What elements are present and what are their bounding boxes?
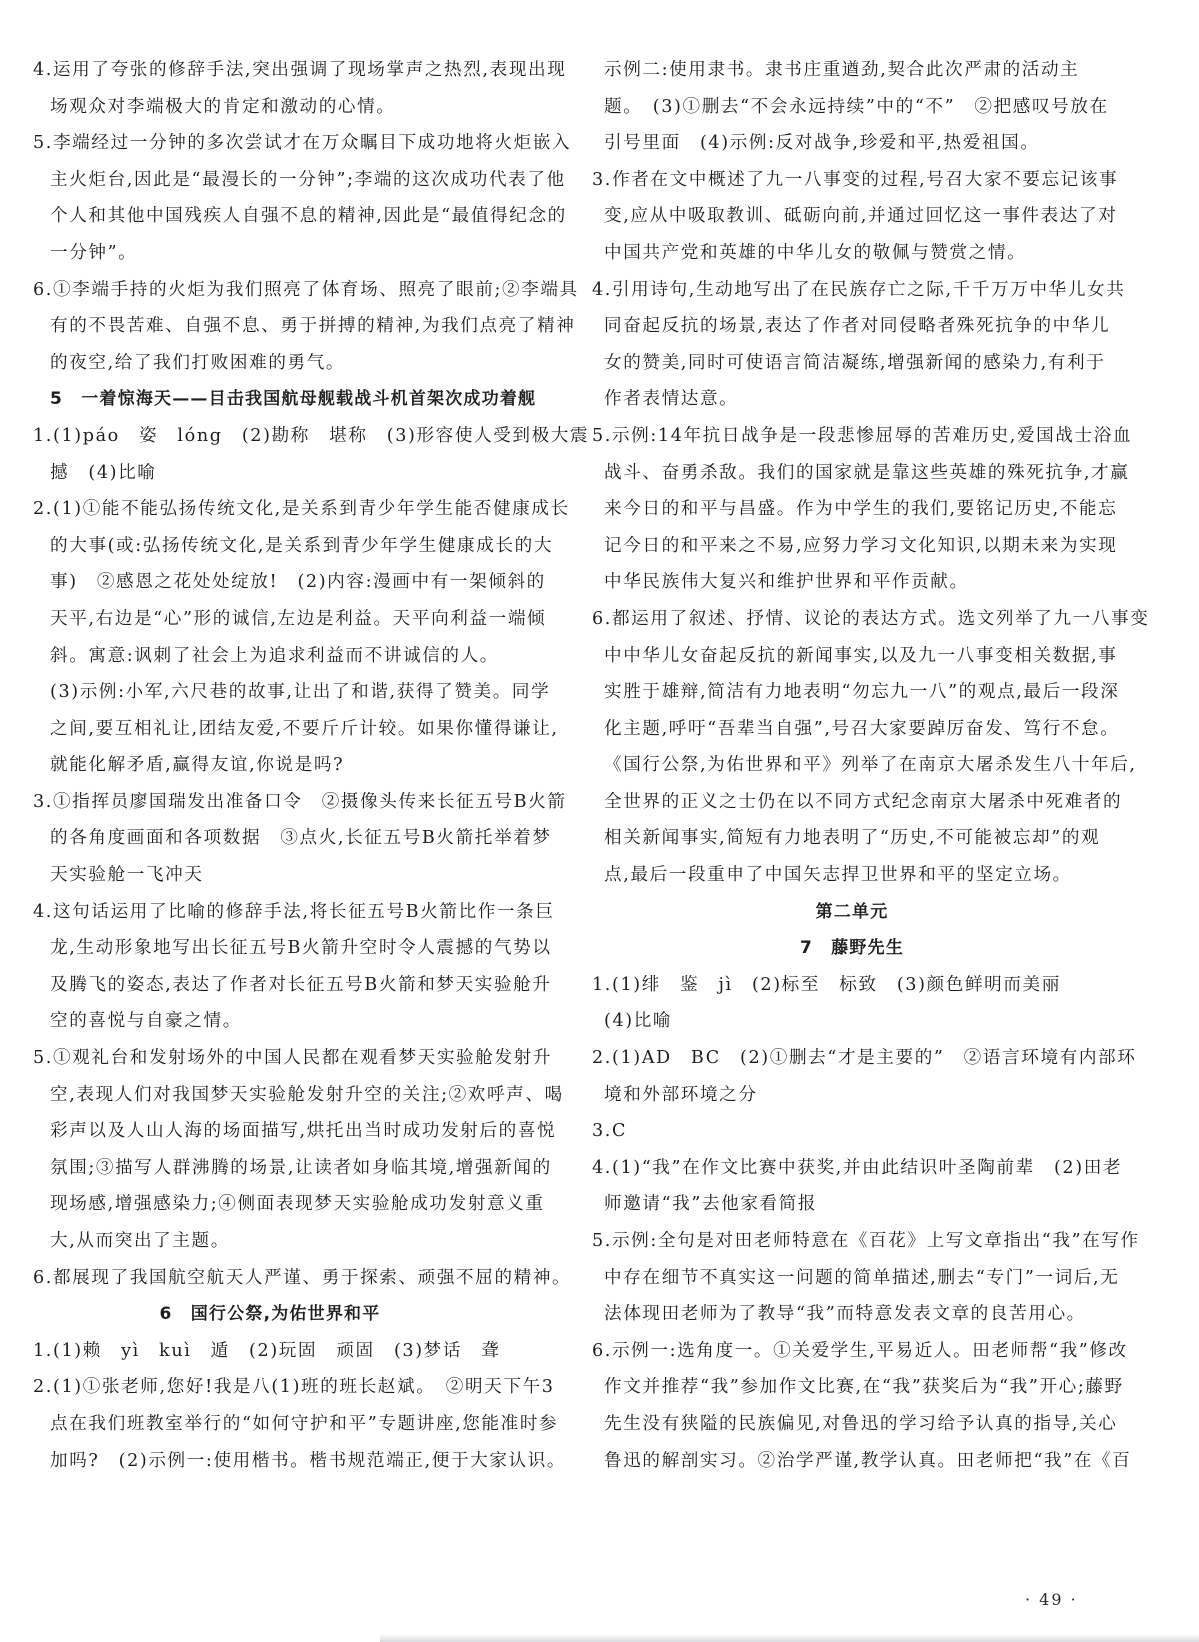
text-line: 题。 (3)①删去“不会永远持续”中的“不” ②把感叹号放在	[604, 96, 1109, 117]
answer-item-start: 5.①观礼台和发射场外的中国人民都在观看梦天实验舱发射升	[33, 1048, 553, 1069]
answer-item-start: 6.都展现了我国航空航天人严谨、勇于探索、顽强不屈的精神。	[33, 1267, 572, 1288]
text-line: 法体现田老师为了教导“我”而特意发表文章的良苦用心。	[604, 1304, 1086, 1325]
text-line: 示例二:使用隶书。隶书庄重遒劲,契合此次严肃的活动主	[604, 60, 1080, 80]
text-line: 空,表现人们对我国梦天实验舱发射升空的关注;②欢呼声、喝	[50, 1084, 564, 1105]
answer-item-start: 4.运用了夸张的修辞手法,突出强调了现场掌声之热烈,表现出现	[33, 60, 567, 80]
text-line: 龙,生动形象地写出长征五号B火箭升空时令人震撼的气势以	[50, 938, 552, 959]
page-edge-shadow	[380, 1634, 1199, 1642]
text-line: 及腾飞的姿态,表达了作者对长征五号B火箭和梦天实验舱升	[50, 974, 552, 995]
text-line: 同奋起反抗的场景,表达了作者对同侵略者殊死抗争的中华儿	[604, 316, 1111, 337]
text-line: 现场感,增强感染力;④侧面表现梦天实验舱成功发射意义重	[50, 1194, 545, 1215]
text-line: 女的赞美,同时可使语言简洁凝练,增强新闻的感染力,有利于	[604, 352, 1106, 373]
text-line: 个人和其他中国残疾人自强不息的精神,因此是“最值得纪念的	[50, 206, 567, 227]
text-line: 撼 (4)比喻	[50, 462, 157, 483]
text-line: (3)示例:小军,六尺巷的故事,让出了和谐,获得了赞美。同学	[50, 682, 551, 703]
text-line: 变,应从中吸取教训、砥砺向前,并通过回忆这一事件表达了对	[604, 206, 1118, 227]
section-heading: 7 藤野先生	[799, 938, 905, 959]
text-line: (4)比喻	[604, 1011, 673, 1032]
text-line: 之间,要互相礼让,团结友爱,不要斤斤计较。如果你懂得谦让,	[50, 718, 559, 739]
page-number: · 49 ·	[1025, 1590, 1078, 1609]
text-line: 彩声以及人山人海的场面描写,烘托出当时成功发射后的喜悦	[50, 1121, 557, 1142]
answer-item-start: 3.作者在文中概述了九一八事变的过程,号召大家不要忘记该事	[592, 169, 1119, 190]
text-line: 氛围;③描写人群沸腾的场景,让读者如身临其境,增强新闻的	[50, 1157, 552, 1178]
text-line: 战斗、奋勇杀敌。我们的国家就是靠这些英雄的殊死抗争,才赢	[604, 462, 1130, 483]
answer-item-start: 1.(1)赖 yì kuì 遁 (2)玩固 顽固 (3)梦话 聋	[33, 1340, 501, 1361]
right-column	[592, 52, 1150, 1479]
text-line: 鲁迅的解剖实习。②治学严谨,教学认真。田老师把“我”在《百	[604, 1450, 1132, 1471]
text-line: 的各角度画面和各项数据 ③点火,长征五号B火箭托举着梦	[50, 828, 552, 849]
text-line: 主火炬台,因此是“最漫长的一分钟”;李端的这次成功代表了他	[50, 169, 566, 190]
answer-item-start: 3.①指挥员廖国瑞发出准备口令 ②摄像头传来长征五号B火箭	[33, 791, 567, 812]
text-line: 场观众对李端极大的肯定和激动的心情。	[50, 96, 396, 117]
text-line: 空的喜悦与自豪之情。	[50, 1011, 242, 1032]
text-line: 实胜于雄辩,简洁有力地表明“勿忘九一八”的观点,最后一段深	[604, 682, 1120, 703]
answer-item-start: 6.都运用了叙述、抒情、议论的表达方式。选文列举了九一八事变	[592, 608, 1150, 629]
answer-item-start: 6.①李端手持的火炬为我们照亮了体育场、照亮了眼前;②李端具	[33, 279, 579, 300]
answer-item-start: 2.(1)AD BC (2)①删去“才是主要的” ②语言环境有内部环	[592, 1048, 1137, 1069]
text-line: 事) ②感恩之花处处绽放! (2)内容:漫画中有一架倾斜的	[50, 572, 546, 593]
text-line: 作文并推荐“我”参加作文比赛,在“我”获奖后为“我”开心;藤野	[604, 1377, 1124, 1398]
text-line: 全世界的正义之士仍在以不同方式纪念南京大屠杀中死难者的	[604, 791, 1123, 812]
answer-item-start: 3.C	[592, 1121, 628, 1142]
answer-item-start: 2.(1)①能不能弘扬传统文化,是关系到青少年学生能否健康成长	[33, 499, 570, 520]
text-line: 天实验舱一飞冲天	[50, 865, 204, 886]
text-line: 师邀请“我”去他家看简报	[604, 1194, 818, 1215]
section-heading: 6 国行公祭,为佑世界和平	[159, 1304, 381, 1325]
answer-item-start: 6.示例一:选角度一。①关爱学生,平易近人。田老师帮“我”修改	[592, 1340, 1128, 1361]
text-line: 就能化解矛盾,赢得友谊,你说是吗?	[50, 755, 345, 776]
text-line: 相关新闻事实,简短有力地表明了“历史,不可能被忘却”的观	[604, 828, 1101, 849]
answer-item-start: 2.(1)①张老师,您好!我是八(1)班的班长赵斌。 ②明天下午3	[33, 1377, 555, 1398]
text-line: 中存在细节不真实这一问题的简单描述,删去“专门”一词后,无	[604, 1267, 1120, 1288]
answer-item-start: 5.李端经过一分钟的多次尝试才在万众瞩目下成功地将火炬嵌入	[33, 133, 572, 154]
answer-item-start: 4.引用诗句,生动地写出了在民族存亡之际,千千万万中华儿女共	[592, 279, 1126, 300]
text-line: 斜。寓意:讽刺了社会上为追求利益而不讲诚信的人。	[50, 645, 499, 666]
section-heading: 第二单元	[815, 901, 889, 922]
text-line: 加吗? (2)示例一:使用楷书。楷书规范端正,便于大家认识。	[50, 1450, 567, 1471]
text-line: 记今日的和平来之不易,应努力学习文化知识,以期未来为实现	[604, 535, 1118, 556]
text-line: 中华民族伟大复兴和维护世界和平作贡献。	[604, 572, 969, 593]
text-line: 先生没有狭隘的民族偏见,对鲁迅的学习给予认真的指导,关心	[604, 1413, 1118, 1434]
text-line: 作者表情达意。	[604, 389, 739, 410]
answer-item-start: 5.示例:全句是对田老师特意在《百花》上写文章指出“我”在写作	[592, 1231, 1140, 1251]
text-line: 来今日的和平与昌盛。作为中学生的我们,要铭记历史,不能忘	[604, 499, 1118, 520]
text-line: 大,从而突出了主题。	[50, 1231, 230, 1251]
text-line: 引号里面 (4)示例:反对战争,珍爱和平,热爱祖国。	[604, 133, 1040, 154]
answer-item-start: 1.(1)páo 姿 lóng (2)勘称 堪称 (3)形容使人受到极大震	[33, 425, 590, 446]
text-line: 点,最后一段重申了中国矢志捍卫世界和平的坚定立场。	[604, 865, 1072, 886]
text-line: 天平,右边是“心”形的诚信,左边是利益。天平向利益一端倾	[50, 608, 547, 629]
text-line: 中国共产党和英雄的中华儿女的敬佩与赞赏之情。	[604, 242, 1027, 263]
text-line: 的大事(或:弘扬传统文化,是关系到青少年学生健康成长的大	[50, 535, 554, 556]
answer-item-start: 1.(1)绯 鉴 jì (2)标至 标致 (3)颜色鲜明而美丽	[592, 974, 1061, 995]
text-line: 一分钟”。	[50, 242, 138, 263]
left-column	[0, 52, 590, 1479]
section-heading: 5 一着惊海天——目击我国航母舰载战斗机首架次成功着舰	[50, 389, 537, 410]
text-line: 化主题,呼吁“吾辈当自强”,号召大家要踔厉奋发、笃行不怠。	[604, 718, 1120, 739]
answer-item-start: 4.(1)“我”在作文比赛中获奖,并由此结识叶圣陶前辈 (2)田老	[592, 1157, 1123, 1178]
text-line: 《国行公祭,为佑世界和平》列举了在南京大屠杀发生八十年后,	[604, 755, 1137, 776]
text-line: 点在我们班教室举行的“如何守护和平”专题讲座,您能准时参	[50, 1413, 559, 1434]
text-line: 中中华儿女奋起反抗的新闻事实,以及九一八事变相关数据,事	[604, 645, 1118, 666]
answer-item-start: 5.示例:14年抗日战争是一段悲惨屈辱的苦难历史,爱国战士浴血	[592, 425, 1133, 446]
text-line: 的夜空,给了我们打败困难的勇气。	[50, 352, 346, 373]
text-line: 境和外部环境之分	[604, 1084, 758, 1105]
text-line: 有的不畏苦难、自强不息、勇于拼搏的精神,为我们点亮了精神	[50, 316, 576, 337]
answer-item-start: 4.这句话运用了比喻的修辞手法,将长征五号B火箭比作一条巨	[33, 901, 555, 922]
